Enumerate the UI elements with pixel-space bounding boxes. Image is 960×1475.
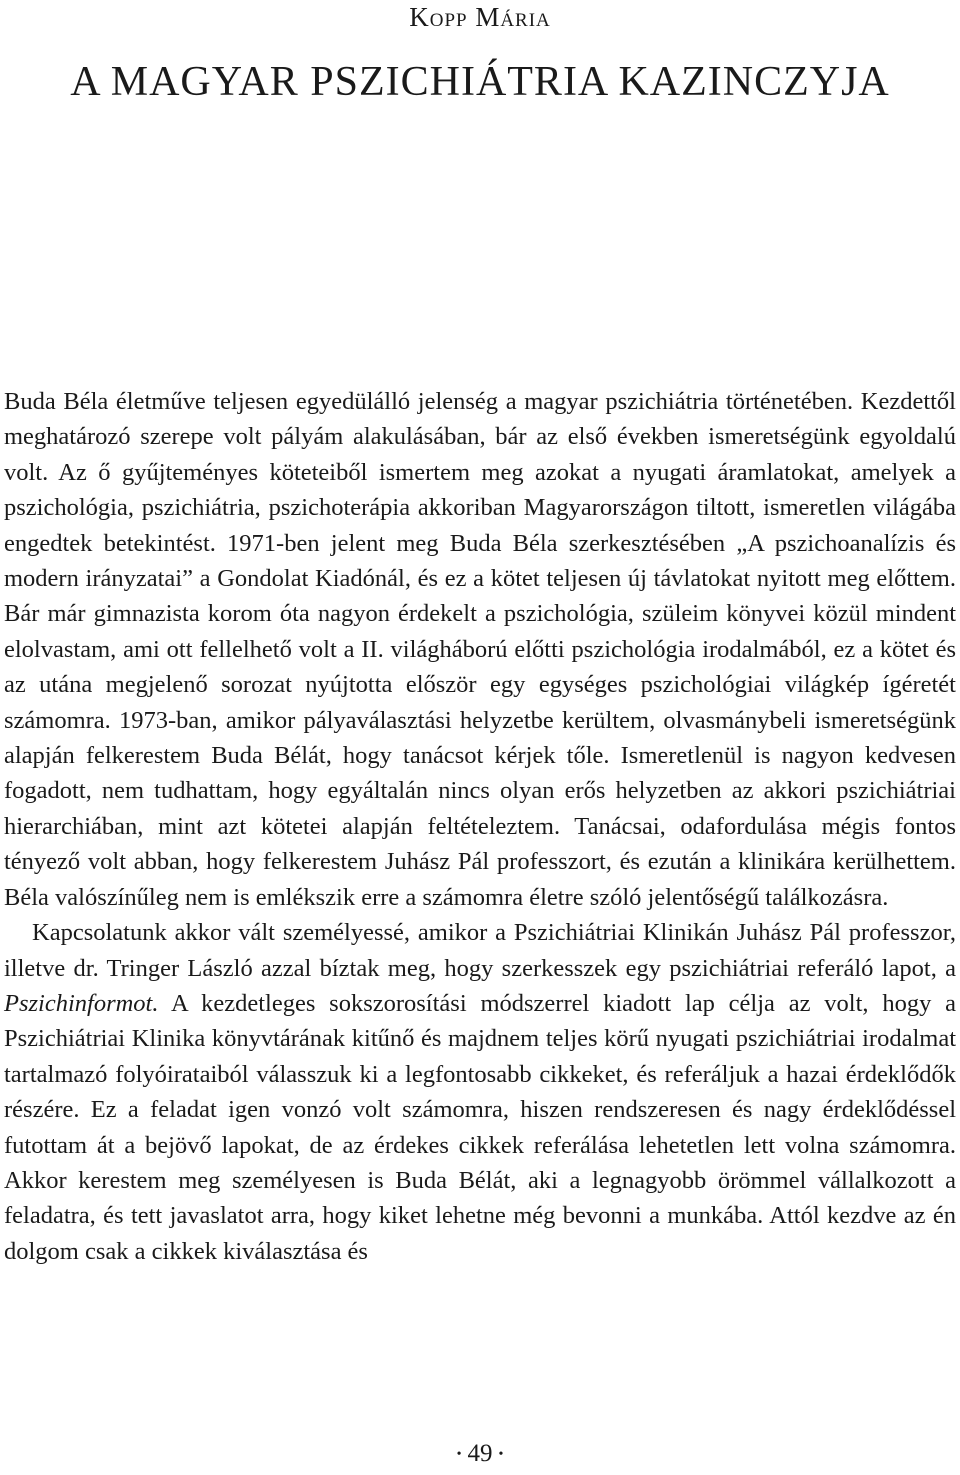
bullet-right: • — [498, 1447, 504, 1463]
author-name: Kopp Mária — [409, 2, 551, 32]
paragraph-2-text-start: Kapcsolatunk akkor vált személyessé, amikor a Pszichiátriai Klinikán Juhász Pál professzor, illetve dr. Tringer László azzal bíztak meg, hogy szerkesszek egy pszichiátriai referáló lapot, a — [4, 919, 956, 982]
page-number-footer — [0, 1440, 960, 1468]
body-text — [4, 384, 956, 1269]
paragraph-2-text-end: A kezdetleges sokszorosítási módszerrel kiadott lap célja az volt, hogy a Pszichiátriai Klinika könyvtárának kitűnő és majdnem teljes körű nyugati pszichiátriai irodalmat tartalmazó folyóirataiból válasszuk ki a legfontosabb cikkeket, és referáljuk a hazai érdeklődők részére. Ez a feladat igen vonzó volt számomra, hiszen rendszeresen és nagy érdeklődéssel futottam át a bejövő lapokat, de az érdekes cikkek referálása lehetetlen lett volna számomra. Akkor kerestem meg személyesen is Buda Bélát, aki a legnagyobb örömmel vállalkozott a feladatra, és tett javaslatot arra, hogy kiket lehetne még bevonni a munkába. Attól kezdve az én dolgom csak a cikkek kiválasztása és — [4, 989, 956, 1265]
journal-title-italic: Pszichinformot. — [4, 989, 159, 1017]
paragraph-1: Buda Béla életműve teljesen egyedülálló jelenség a magyar pszichiátria történetében. Kezdettől meghatározó szerepe volt pályám alakulásában, bár az első években ismeretségünk egyoldalú volt. Az ő gyűjteményes köteteiből ismertem meg azokat a nyugati áramlatokat, amelyek a pszichológia, pszichiátria, pszichoterápia akkoriban Magyarországon tiltott, ismeretlen világába engedtek betekintést. 1971-ben jelent meg Buda Béla szerkesztésében „A pszichoanalízis és modern irányzatai” a Gondolat Kiadónál, és ez a kötet teljesen új távlatokat nyitott meg előttem. Bár már gimnazista korom óta nagyon érdekelt a pszichológia, szüleim könyvei közül mindent elolvastam, ami ott fellelhető volt a II. világháború előtti pszichológia irodalmából, ez a kötet és az utána megjelenő sorozat nyújtotta először egy egységes pszichológiai világkép ígéretét számomra. 1973-ban, amikor pályaválasztási helyzetbe kerültem, olvasmánybeli ismeretségünk alapján felkerestem Buda Bélát, hogy tanácsot kérjek tőle. Ismeretlenül is nagyon kedvesen fogadott, nem tudhattam, hogy egyáltalán nincs olyan erős helyzetben az akkori pszichiátriai hierarchiában, mint azt kötetei alapján feltételeztem. Tanácsai, odafordulása mégis fontos tényező volt abban, hogy felkerestem Juhász Pál professzort, és ezután a klinikára kerülhettem. Béla valószínűleg nem is emlékszik erre a számomra életre szóló jelentőségű találkozásra. — [4, 388, 956, 911]
page-number: 49 — [467, 1440, 493, 1467]
paragraph-2 — [4, 915, 956, 1269]
chapter-title: A MAGYAR PSZICHIÁTRIA KAZINCZYJA — [70, 59, 890, 105]
bullet-left: • — [456, 1447, 462, 1463]
